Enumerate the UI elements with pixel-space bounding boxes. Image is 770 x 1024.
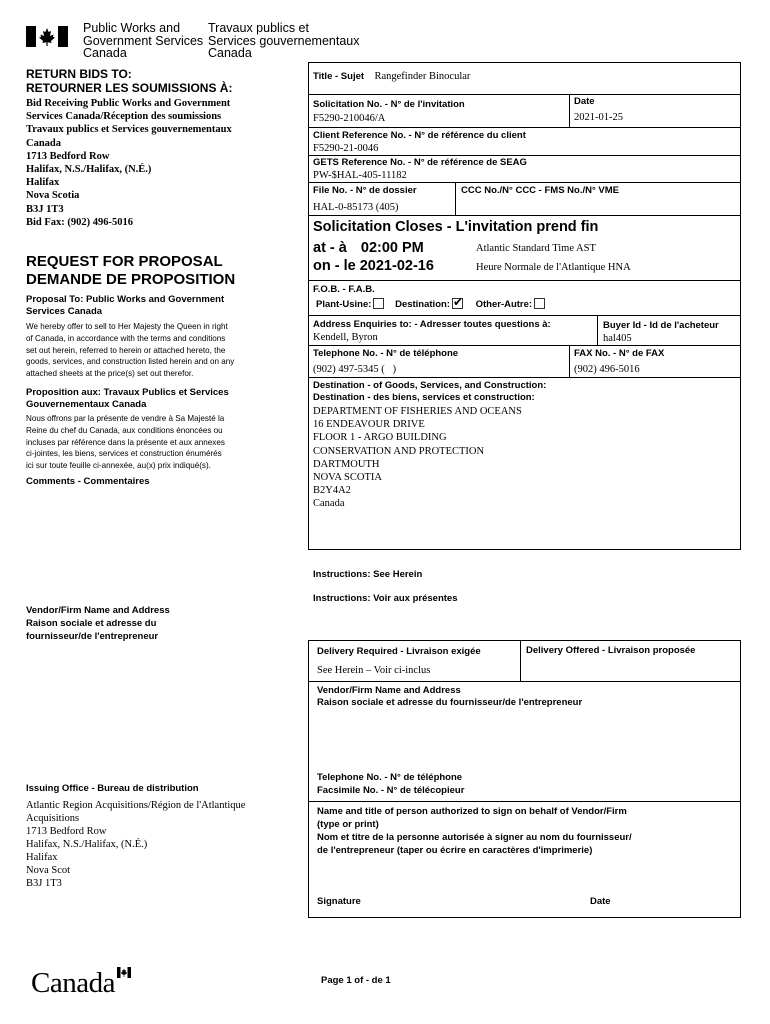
comments-label: Comments - Commentaires [26,476,150,487]
fob-label: F.O.B. - F.A.B. [313,284,375,295]
client-ref-value: F5290-21-0046 [313,143,379,154]
address-enquiries-value: Kendell, Byron [313,332,378,343]
proposition-line: Gouvernementaux Canada [26,399,147,410]
phone-value: (902) 497-5345 ( ) [313,364,397,375]
vendor-fax-label: Facsimile No. - N° de télécopieur [317,785,465,796]
return-bids-title [26,67,232,95]
file-value: HAL-0-85173 (405) [313,202,399,213]
solicitation-label: Solicitation No. - N° de l'invitation [313,99,465,110]
wordmark-flag-icon [117,965,131,976]
proposal-to-line: Services Canada [26,306,103,317]
date-value: 2021-01-25 [574,112,623,123]
vendor-phone-label: Telephone No. - N° de téléphone [317,772,463,783]
address-line: CONSERVATION AND PROTECTION [313,445,485,457]
proposition-line: Proposition aux: Travaux Publics et Services [26,387,229,398]
department-name-fr [208,22,359,60]
address-line: Halifax [26,177,60,189]
vendor-contact-labels [317,771,464,797]
authorized-person-label [317,805,632,857]
address-line: 16 ENDEAVOUR DRIVE [313,419,425,431]
paragraph-line: ici sur toute feuille ci-annexée, au(x) prix indiqué(s). [26,461,211,471]
destination-goods-label [313,380,546,404]
timezone-en: Atlantic Standard Time AST [476,243,596,254]
solicitation-value: F5290-210046/A [313,113,386,124]
address-line: Canada [26,137,62,149]
issuing-office-label: Issuing Office - Bureau de distribution [26,783,199,794]
return-bids-en: RETURN BIDS TO: [26,67,132,81]
address-line: Canada [313,498,345,510]
department-name-en [83,22,203,60]
address-line: FLOOR 1 - ARGO BUILDING [313,432,447,444]
plant-label: Plant-Usine: [316,299,372,310]
dept-fr-line: Travaux publics et [208,21,309,35]
vendor-left-line: fournisseur/de l'entrepreneur [26,631,159,642]
paragraph-line: We hereby offer to sell to Her Majesty the Queen in right [26,322,228,331]
date-label: Date [574,96,595,107]
address-enquiries-label: Address Enquiries to: - Adresser toutes questions à: [313,319,551,330]
address-line: Nova Scot [26,865,71,876]
bid-fax-line: Bid Fax: (902) 496-5016 [26,216,134,228]
address-line: B3J 1T3 [26,878,62,889]
address-line: Halifax [26,852,58,863]
authorized-line: Name and title of person authorized to sign on behalf of Vendor/Firm [317,806,627,817]
ccc-label: CCC No./N° CCC - FMS No./N° VME [461,185,620,196]
plant-checkbox[interactable] [373,298,384,309]
paragraph-line: attached sheets at the price(s) set out therefor. [26,369,194,379]
rfp-title [26,253,235,289]
authorized-line: de l'entrepreneur (taper ou écrire en caractères d'imprimerie) [317,845,593,856]
title-value: Rangefinder Binocular [374,71,471,82]
signature-date-label: Date [590,896,611,907]
title-field [313,66,470,84]
close-date-value: 2021-02-16 [359,258,434,274]
at-label: at - à [313,240,347,256]
closing-date [313,258,434,275]
fob-options [316,295,551,311]
dept-fr-line: Services gouvernementaux [208,33,360,48]
delivery-required-label: Delivery Required - Livraison exigée [317,646,481,657]
other-checkbox[interactable] [534,298,545,309]
address-line: 1713 Bedford Row [26,150,110,162]
page-number: Page 1 of - de 1 [321,975,391,986]
paragraph-line: set out herein, referred to herein or attached hereto, the [26,345,226,355]
rfp-title-fr: DEMANDE DE PROPOSITION [26,271,236,288]
address-line: 1713 Bedford Row [26,826,107,837]
address-line: DEPARTMENT OF FISHERIES AND OCEANS [313,406,522,417]
time-value: 02:00 PM [360,240,424,256]
buyer-id-value: hal405 [603,333,632,344]
check-mark-icon: ✔ [452,295,464,309]
fax-value: (902) 496-5016 [574,364,640,375]
address-line: Bid Receiving Public Works and Government [26,98,231,109]
canada-flag-icon [26,26,68,47]
paragraph-line: ci-jointes, les biens, services et construction énumérés [26,449,222,459]
wordmark-text: Canada [31,967,115,999]
address-line: NOVA SCOTIA [313,472,382,484]
file-label: File No. - N° de dossier [313,185,417,196]
address-line: Atlantic Region Acquisitions/Région de l'Atlantique [26,800,246,811]
dept-en-line: Canada [83,46,127,60]
dept-en-line: Government Services [83,33,204,48]
paragraph-line: Reine du chef du Canada, aux conditions énoncées ou [26,425,223,435]
signature-label: Signature [317,896,361,907]
proposal-to-line: Proposal To: Public Works and Government [26,294,225,305]
vendor-left-line: Raison sociale et adresse du [26,618,157,629]
proposal-to-title [26,294,224,318]
timezone-fr: Heure Normale de l'Atlantique HNA [476,262,631,273]
instructions-fr: Instructions: Voir aux présentes [313,593,458,604]
address-line: Acquisitions [26,813,80,824]
vendor-name-label [317,685,582,709]
authorized-line: Nom et titre de la personne autorisée à signer au nom du fournisseur/ [317,832,632,843]
address-line: Travaux publics et Services gouvernementaux [26,124,232,136]
vendor-name-line: Raison sociale et adresse du fournisseur/de l'entrepreneur [317,697,583,708]
title-label: Title - Sujet [313,71,365,82]
canada-wordmark [31,966,115,1000]
instructions-en: Instructions: See Herein [313,569,423,580]
return-bids-fr: RETOURNER LES SOUMISSIONS À: [26,81,233,95]
vendor-left-label [26,604,170,643]
client-ref-label: Client Reference No. - N° de référence du client [313,130,526,141]
delivery-offered-label: Delivery Offered - Livraison proposée [526,645,696,656]
return-bids-address [26,97,232,229]
proposal-to-text [26,321,234,380]
gets-value: PW-$HAL-405-11182 [313,170,407,181]
phone-label: Telephone No. - N° de téléphone [313,348,459,359]
vendor-name-line: Vendor/Firm Name and Address [317,685,461,696]
destination-checkbox[interactable] [452,295,464,309]
paragraph-line: of Canada, in accordance with the terms and conditions [26,333,226,343]
proposition-title [26,387,229,411]
address-line: B2Y4A2 [313,485,351,497]
other-label: Other-Autre: [475,299,533,310]
address-line: B3J 1T3 [26,203,64,215]
gets-label: GETS Reference No. - N° de référence de SEAG [313,157,527,168]
closing-time [313,240,424,257]
buyer-id-label: Buyer Id - Id de l'acheteur [603,320,719,331]
solicitation-closes-title: Solicitation Closes - L'invitation prend fin [313,219,599,235]
paragraph-line: goods, services, and construction listed herein and on any [26,357,235,367]
rfp-title-en: REQUEST FOR PROPOSAL [26,253,223,270]
address-line: Nova Scotia [26,190,80,202]
destination-goods-line: Destination - of Goods, Services, and Construction: [313,380,547,391]
dept-en-line: Public Works and [83,21,181,35]
issuing-office-address [26,799,245,890]
vendor-left-line: Vendor/Firm Name and Address [26,605,170,616]
delivery-required-value: See Herein – Voir ci-inclus [317,665,431,676]
destination-label: Destination: [395,299,450,310]
address-line: DARTMOUTH [313,458,380,470]
address-line: Halifax, N.S./Halifax, (N.É.) [26,839,148,850]
destination-goods-line: Destination - des biens, services et construction: [313,392,535,403]
fax-label: FAX No. - N° de FAX [574,348,665,359]
on-label: on - le [313,258,356,274]
paragraph-line: incluses par référence dans la présente et aux annexes [26,437,225,447]
address-line: Services Canada/Réception des soumissions [26,111,222,123]
address-line: Halifax, N.S./Halifax, (N.É.) [26,164,152,176]
destination-address [313,405,522,511]
paragraph-line: Nous offrons par la présente de vendre à Sa Majesté la [26,414,225,423]
dept-fr-line: Canada [208,46,252,60]
authorized-line: (type or print) [317,819,379,830]
proposition-text [26,413,225,472]
